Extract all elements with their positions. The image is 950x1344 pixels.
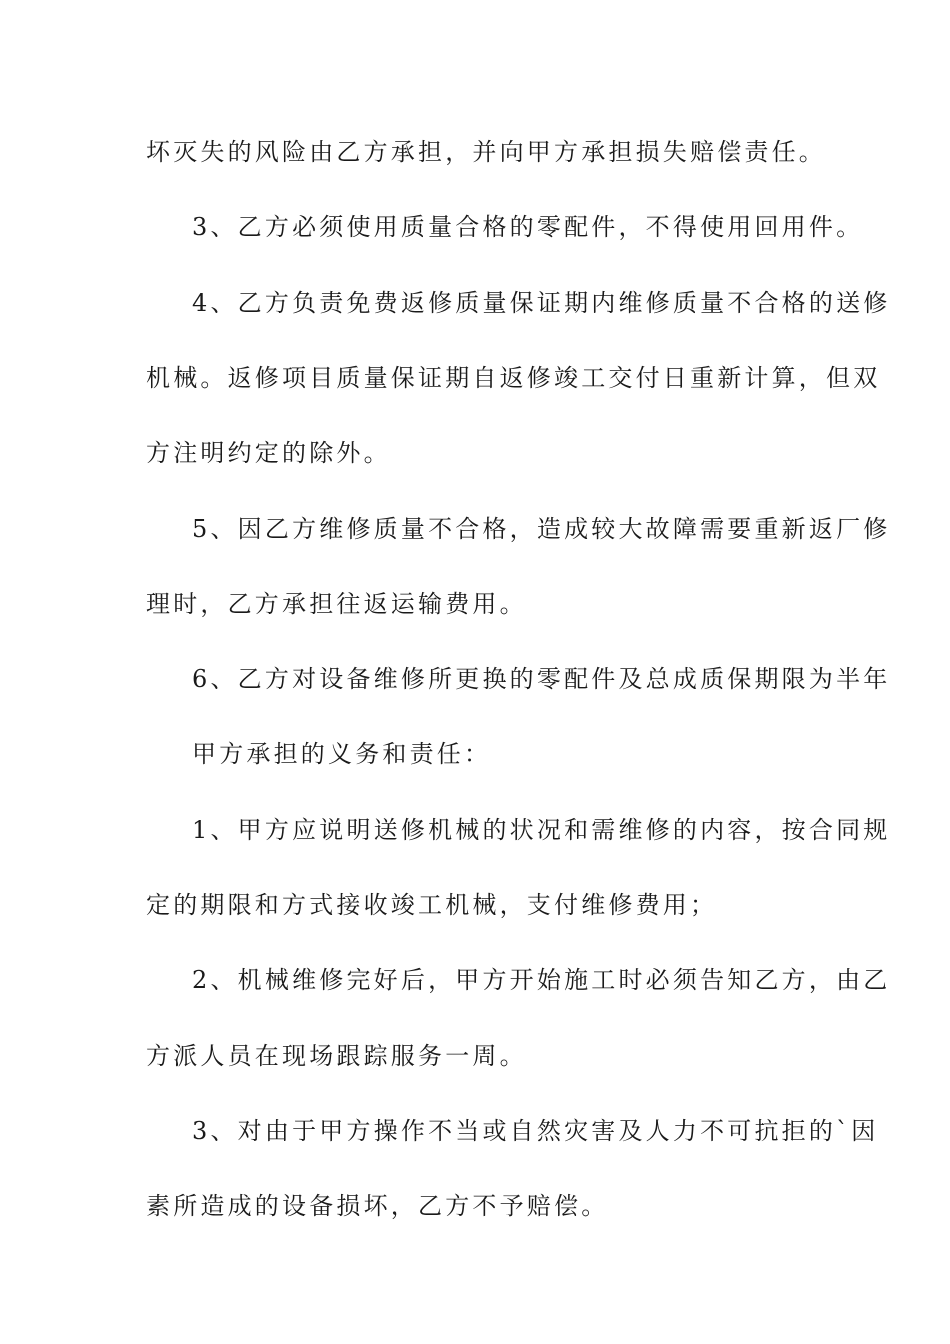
text-line: 3、乙方必须使用质量合格的零配件，不得使用回用件。: [192, 213, 864, 241]
text-line: 3、对由于甲方操作不当或自然灾害及人力不可抗拒的`因: [192, 1117, 879, 1145]
text-line: 定的期限和方式接收竣工机械，支付维修费用；: [146, 891, 718, 919]
text-line: 5、因乙方维修质量不合格，造成较大故障需要重新返厂修: [192, 515, 891, 543]
text-line: 2、机械维修完好后，甲方开始施工时必须告知乙方，由乙: [192, 966, 891, 994]
text-line: 坏灭失的风险由乙方承担，并向甲方承担损失赔偿责任。: [146, 138, 826, 166]
text-line: 素所造成的设备损坏，乙方不予赔偿。: [146, 1192, 609, 1220]
section-heading: 甲方承担的义务和责任：: [192, 740, 492, 768]
text-line: 4、乙方负责免费返修质量保证期内维修质量不合格的送修: [192, 289, 891, 317]
text-line: 方派人员在现场跟踪服务一周。: [146, 1042, 527, 1070]
text-line: 1、甲方应说明送修机械的状况和需维修的内容，按合同规: [192, 816, 891, 844]
text-line: 机械。返修项目质量保证期自返修竣工交付日重新计算，但双: [146, 364, 881, 392]
text-line: 方注明约定的除外。: [146, 439, 391, 467]
text-line: 理时，乙方承担往返运输费用。: [146, 590, 527, 618]
text-line: 6、乙方对设备维修所更换的零配件及总成质保期限为半年: [192, 665, 891, 693]
